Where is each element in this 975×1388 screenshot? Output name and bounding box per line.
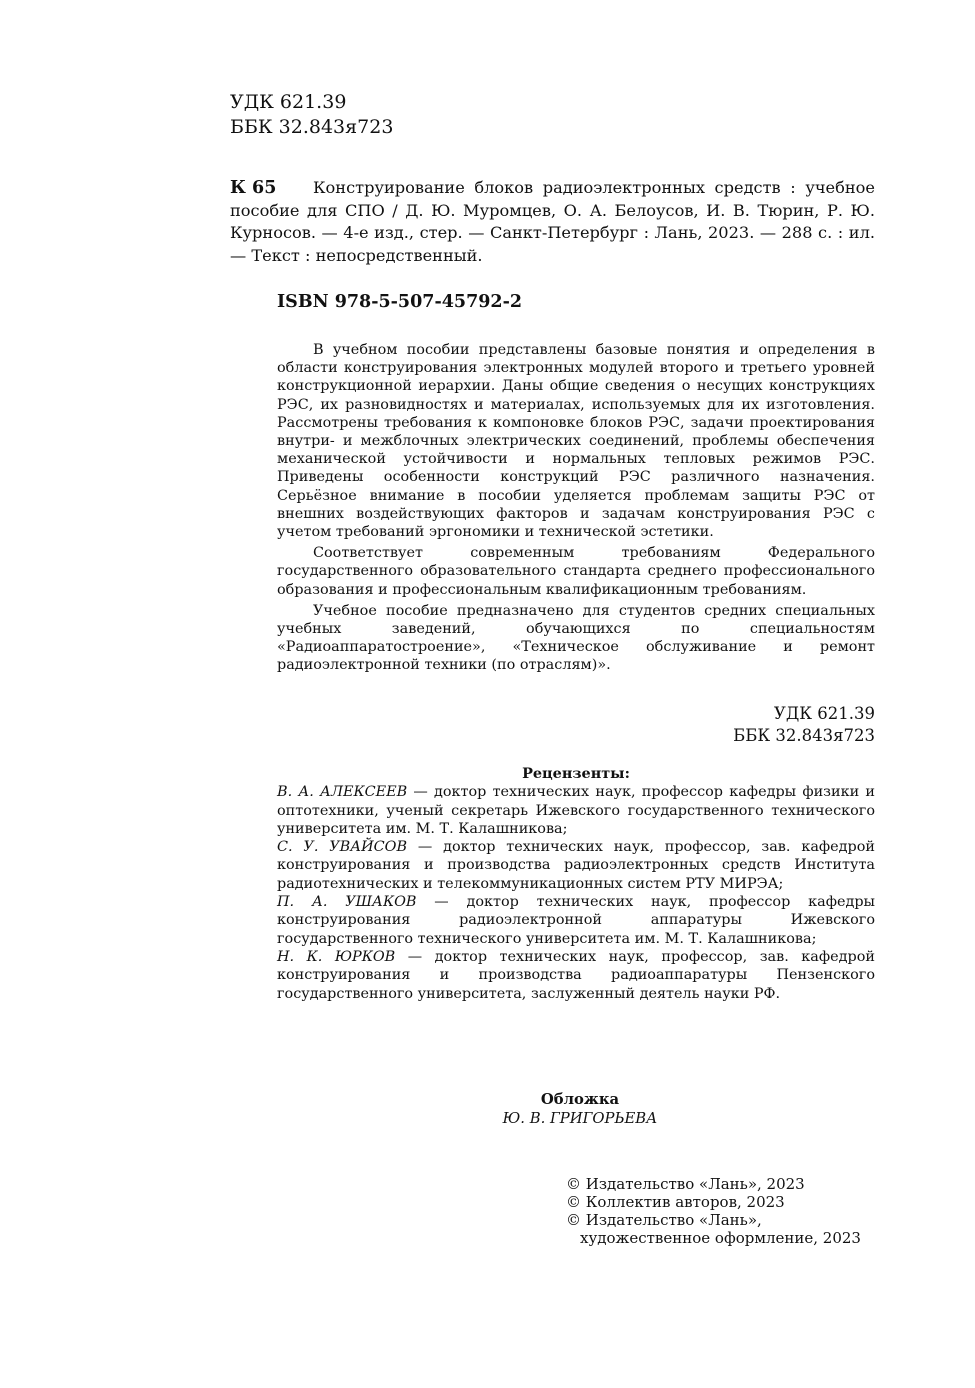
reviewer-description: — доктор технических наук, профессор кафедры конструирования радиоэлектронной аппаратуры Ижевского государственного технического университета им. М. Т. Калашникова;: [277, 894, 875, 947]
copyright-block: [566, 1175, 861, 1247]
copyright-line: © Издательство «Лань»,: [566, 1211, 762, 1229]
reviewer-name: В. А. АЛЕКСЕЕВ: [277, 784, 408, 801]
abstract: [277, 341, 875, 678]
copyright-line: художественное оформление, 2023: [580, 1229, 861, 1247]
bbk-code: ББК 32.843я723: [733, 726, 875, 745]
reviewer-description: — доктор технических наук, профессор кафедры физики и оптотехники, ученый секретарь Ижевского государственного технического университета им. М. Т. Калашникова;: [277, 784, 876, 837]
reviewer-name: П. А. УШАКОВ: [277, 894, 417, 911]
udk-code: УДК 621.39: [773, 704, 875, 723]
reviewer-description: — доктор технических наук, профессор, зав. кафедрой конструирования и производства радиоаппаратуры Пензенского государственного университета, заслуженный деятель науки РФ.: [277, 948, 875, 1002]
bibliographic-description: Конструирование блоков радиоэлектронных средств : учебное пособие для СПО / Д. Ю. Муромцев, О. А. Белоусов, И. В. Тюрин, Р. Ю. Курносов. — 4-е изд., стер. — Санкт-Петербург : Лань, 2023. — 288 с. : ил. — Текст : непосредственный.: [230, 178, 875, 265]
reviewer-entry: [277, 783, 875, 838]
isbn: ISBN 978-5-507-45792-2: [277, 292, 523, 312]
abstract-paragraph: Учебное пособие предназначено для студентов средних специальных учебных заведений, обучающихся по специальностям «Радиоаппаратостроение», «Техническое обслуживание и ремонт радиоэлектронной техники (по отраслям)».: [277, 602, 875, 674]
abstract-paragraph: Соответствует современным требованиям Федерального государственного образовательного стандарта среднего профессионального образования и профессиональным квалификационным требованиям.: [277, 545, 875, 598]
author-mark: К 65: [230, 178, 277, 198]
classification-codes-top: [230, 90, 393, 140]
bbk-code: ББК 32.843я723: [230, 116, 394, 138]
reviewer-description: — доктор технических наук, профессор, зав. кафедрой конструирования и производства радиоэлектронных средств Института радиотехнических и телекоммуникационных систем РТУ МИРЭА;: [277, 839, 876, 892]
reviewer-entry: [277, 948, 875, 1003]
udk-code: УДК 621.39: [230, 91, 347, 113]
cover-designer: Ю. В. ГРИГОРЬЕВА: [502, 1110, 658, 1127]
catalog-record: [230, 177, 875, 267]
reviewers-title: Рецензенты:: [522, 765, 630, 782]
reviewer-name: Н. К. ЮРКОВ: [277, 948, 396, 965]
reviewer-name: С. У. УВАЙСОВ: [277, 839, 408, 856]
classification-codes-bottom: [277, 703, 875, 747]
cover-title: Обложка: [540, 1091, 620, 1108]
cover-credit: [450, 1090, 710, 1128]
reviewer-entry: [277, 893, 875, 948]
copyright-line: © Коллектив авторов, 2023: [566, 1193, 785, 1211]
abstract-paragraph: В учебном пособии представлены базовые понятия и определения в области конструирования электронных модулей второго и третьего уровней конструкционной иерархии. Даны общие сведения о несущих конструкциях РЭС, их разновидностях и материалах, используемых для их изготовления. Рассмотрены требования к компоновке блоков РЭС, задачи проектирования внутри- и межблочных электрических соединений, проблемы обеспечения механической устойчивости и нормальных тепловых режимов РЭС. Приведены особенности конструкций РЭС различного назначения. Серьёзное внимание в пособии уделяется проблемам защиты РЭС от внешних воздействующих факторов и задачам конструирования РЭС с учетом требований эргономики и технической эстетики.: [277, 342, 875, 541]
reviewer-entry: [277, 838, 875, 893]
reviewers-section: [277, 765, 875, 1003]
copyright-line: © Издательство «Лань», 2023: [566, 1175, 805, 1193]
